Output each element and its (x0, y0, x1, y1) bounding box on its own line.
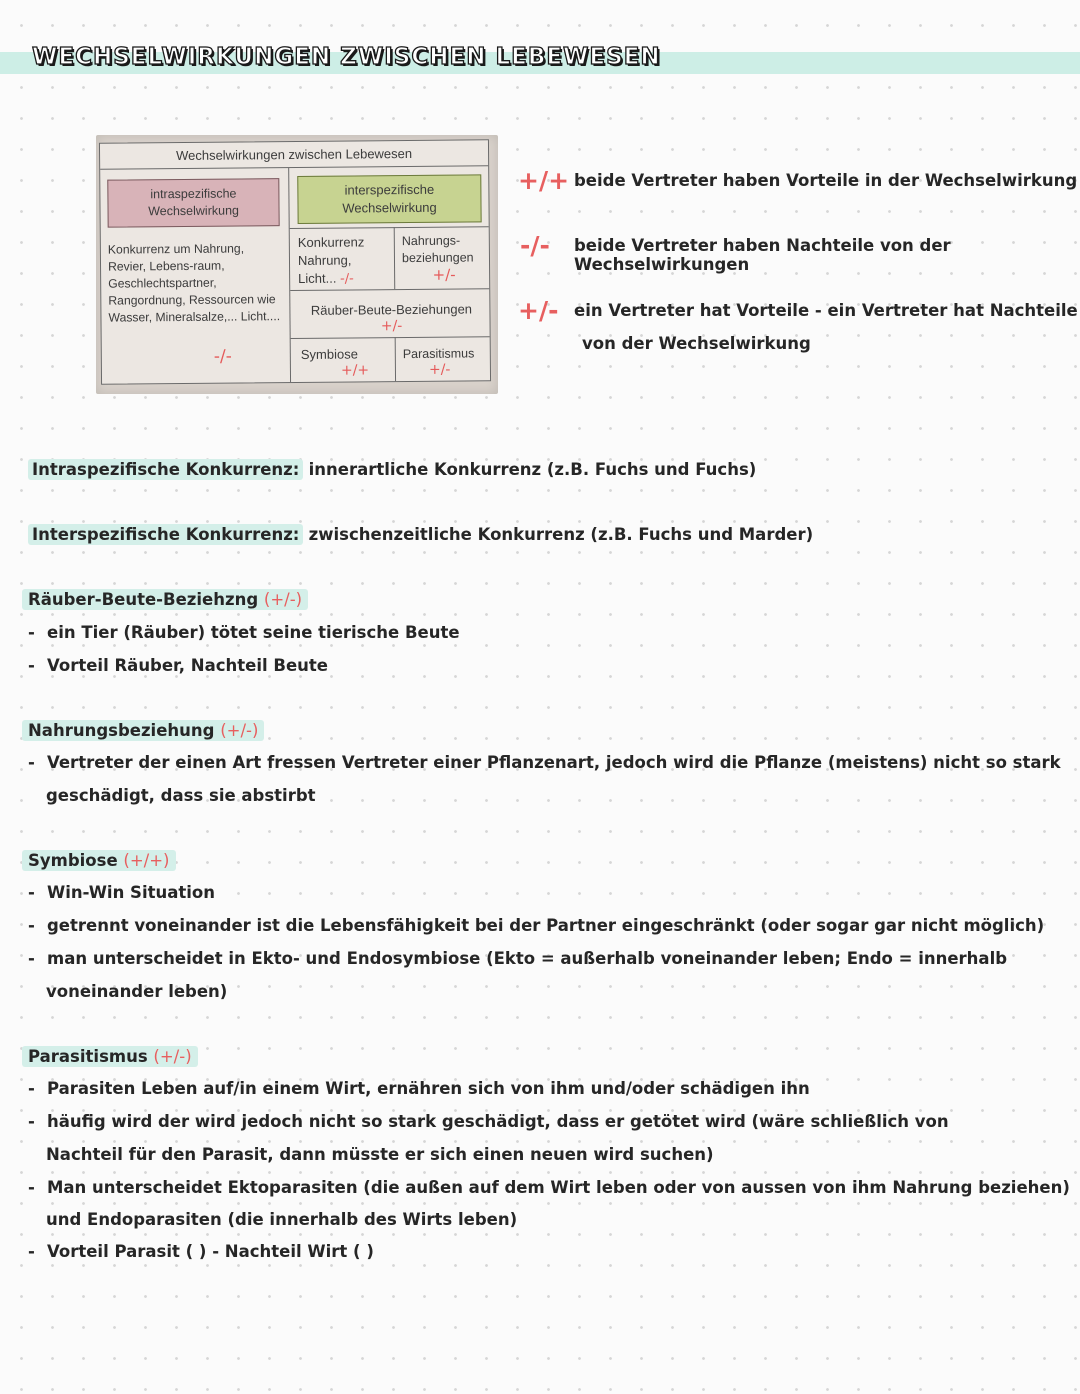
konkurrenz-cell (298, 233, 390, 289)
intra-term: Intraspezifische Konkurrenz: (28, 459, 303, 480)
symbiose-bullet-1: Win-Win Situation (47, 883, 215, 902)
parasitismus-heading (22, 1046, 198, 1067)
intra-text: Konkurrenz um Nahrung, Revier, Lebens-raum, Geschlechtspartner, Rangordnung, Ressourcen wie Wasser, Mineralsalze,... Licht.... (107, 241, 281, 325)
nahrung-text: Nahrungs-beziehungen (401, 233, 474, 266)
table-divider (290, 226, 489, 229)
para-bullet-4: Vorteil Parasit ( ) - Nachteil Wirt ( ) (47, 1242, 374, 1261)
list-item: - Vorteil Parasit ( ) - Nachteil Wirt ( ) (28, 1242, 374, 1261)
raeuber-heading (22, 589, 308, 610)
para-bullet-2-cont: Nachteil für den Parasit, dann müsste er sich einen neuen wird suchen) (46, 1145, 714, 1164)
inter-label-box: interspezifische Wechselwirkung (297, 174, 481, 224)
raeuber-heading-text: Räuber-Beute-Beziehzng (28, 590, 259, 609)
inter-column (289, 166, 490, 382)
symbiose-bullet-3: man unterscheidet in Ekto- und Endosymbiose (Ekto = außerhalb voneinander leben; Endo = innerhalb (47, 949, 1008, 968)
list-item: - häufig wird der wird jedoch nicht so stark geschädigt, dass er getötet wird (wäre schließlich von (28, 1112, 949, 1131)
intra-column (100, 168, 291, 384)
parasitismus-cell (403, 344, 487, 377)
nahrung-heading-text: Nahrungsbeziehung (28, 721, 215, 740)
nahrung-heading (22, 720, 264, 741)
symbiose-bullet-2: getrennt voneinander ist die Lebensfähigkeit bei der Partner eingeschränkt (oder sogar gar nicht möglich) (47, 916, 1045, 935)
table-photo (96, 135, 498, 394)
nahrung-cell (402, 232, 486, 284)
konkurrenz-sign: -/- (340, 271, 354, 287)
intra-label-box: intraspezifische Wechselwirkung (107, 178, 279, 227)
page-title: WECHSELWIRKUNGEN ZWISCHEN LEBEWESEN (32, 44, 661, 70)
raeuber-heading-sign: (+/-) (263, 590, 303, 609)
intra-sign: -/- (213, 346, 232, 367)
raeuber-sign: +/- (380, 318, 403, 335)
list-item: - Win-Win Situation (28, 883, 215, 902)
raeuber-bullet-2: Vorteil Räuber, Nachteil Beute (47, 656, 328, 675)
table-divider (291, 336, 490, 339)
legend-text-plus-minus-cont: von der Wechselwirkung (582, 334, 811, 353)
inter-term: Interspezifische Konkurrenz: (28, 524, 303, 545)
table-header: Wechselwirkungen zwischen Lebewesen (100, 140, 488, 169)
list-item: - Parasiten Leben auf/in einem Wirt, ernähren sich von ihm und/oder schädigen ihn (28, 1079, 810, 1098)
raeuber-bullet-1: ein Tier (Räuber) tötet seine tierische Beute (47, 623, 460, 642)
konkurrenz-text: Konkurrenz Nahrung, Licht... (297, 234, 365, 286)
list-item: - ein Tier (Räuber) tötet seine tierische Beute (28, 623, 460, 642)
legend-text-minus-minus: beide Vertreter haben Nachteile von der Wechselwirkungen (574, 236, 951, 274)
legend-sign-minus-minus: -/- (520, 231, 550, 260)
symbiose-heading-sign: (+/+) (123, 851, 170, 870)
para-bullet-3-cont: und Endoparasiten (die innerhalb des Wirts leben) (46, 1210, 518, 1229)
parasitismus-text: Parasitismus (402, 346, 475, 362)
symbiose-heading-text: Symbiose (28, 851, 118, 870)
nahrung-sign: +/- (432, 265, 456, 284)
symbiose-sign: +/+ (340, 362, 370, 379)
legend-sign-plus-minus: +/- (518, 296, 559, 325)
symbiose-cell (301, 345, 391, 378)
symbiose-heading (22, 850, 176, 871)
para-bullet-2: häufig wird der wird jedoch nicht so stark geschädigt, dass er getötet wird (wäre schließlich von (47, 1112, 949, 1131)
intra-desc: innerartliche Konkurrenz (z.B. Fuchs und Fuchs) (308, 460, 757, 479)
symbiose-bullet-3-cont: voneinander leben) (46, 982, 228, 1001)
para-bullet-1: Parasiten Leben auf/in einem Wirt, ernähren sich von ihm und/oder schädigen ihn (47, 1079, 810, 1098)
list-item: - getrennt voneinander ist die Lebensfähigkeit bei der Partner eingeschränkt (oder sogar gar nicht möglich) (28, 916, 1045, 935)
legend-sign-plus-plus: +/+ (518, 166, 570, 195)
raeuber-text: Räuber-Beute-Beziehungen (310, 301, 473, 318)
inter-definition (28, 525, 813, 544)
raeuber-cell (298, 300, 484, 334)
symbiose-text: Symbiose (300, 346, 358, 362)
nahrung-bullet-1: Vertreter der einen Art fressen Vertreter einer Pflanzenart, jedoch wird die Pflanze (meistens) nicht so stark (47, 753, 1061, 772)
nahrung-heading-sign: (+/-) (220, 721, 259, 740)
table-divider (394, 227, 396, 289)
interaction-table (99, 139, 491, 384)
intra-definition (28, 460, 756, 479)
nahrung-bullet-1-cont: geschädigt, dass sie abstirbt (46, 786, 316, 805)
list-item: - Vertreter der einen Art fressen Vertreter einer Pflanzenart, jedoch wird die Pflanze (meistens) nicht so stark (28, 753, 1061, 772)
para-bullet-3: Man unterscheidet Ektoparasiten (die außen auf dem Wirt leben oder von aussen von ihm Nahrung beziehen) (47, 1178, 1070, 1197)
parasitismus-heading-sign: (+/-) (153, 1047, 192, 1066)
parasitismus-heading-text: Parasitismus (28, 1047, 148, 1066)
legend-text-plus-minus: ein Vertreter hat Vorteile - ein Vertreter hat Nachteile (574, 301, 1078, 320)
list-item: - Man unterscheidet Ektoparasiten (die außen auf dem Wirt leben oder von aussen von ihm Nahrung beziehen) (28, 1178, 1070, 1197)
list-item: - man unterscheidet in Ekto- und Endosymbiose (Ekto = außerhalb voneinander leben; Endo = innerhalb (28, 949, 1008, 968)
list-item: - Vorteil Räuber, Nachteil Beute (28, 656, 328, 675)
table-divider (395, 337, 396, 381)
inter-desc: zwischenzeitliche Konkurrenz (z.B. Fuchs und Marder) (308, 525, 814, 544)
legend-text-plus-plus: beide Vertreter haben Vorteile in der Wechselwirkung (574, 171, 1078, 190)
parasitismus-sign: +/- (428, 361, 451, 378)
